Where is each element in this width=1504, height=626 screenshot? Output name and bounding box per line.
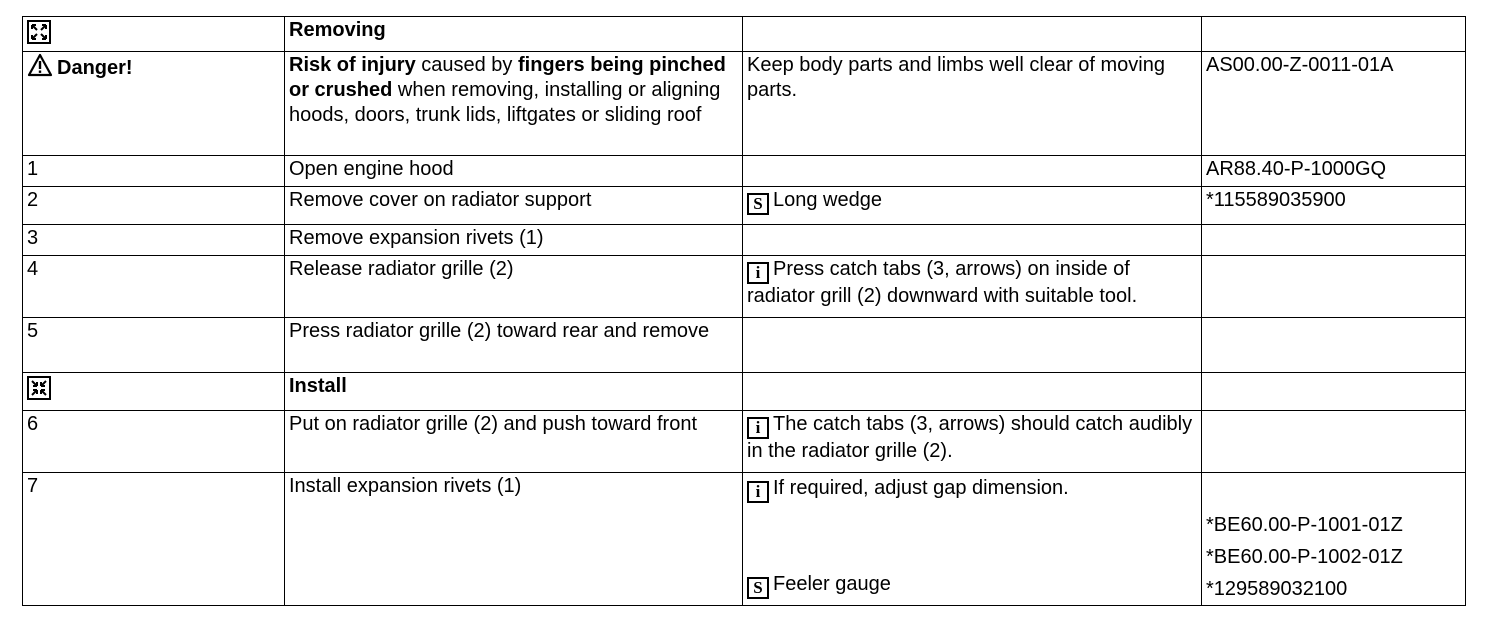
step-number: 6	[23, 411, 285, 473]
procedure-table	[22, 16, 1466, 606]
tool-name: Feeler gauge	[773, 573, 891, 595]
table-row	[23, 373, 1466, 411]
step-note-cell	[743, 411, 1202, 473]
table-row	[23, 473, 1466, 606]
step-action: Release radiator grille (2)	[285, 256, 743, 318]
section-icon-cell	[23, 17, 285, 52]
table-row	[23, 225, 1466, 256]
danger-description: Risk of injury caused by fingers being pinched or crushed when removing, installing or aligning hoods, doors, trunk lids, liftgates or sliding roof	[285, 52, 743, 156]
section-title: Install	[285, 373, 743, 411]
info-note: If required, adjust gap dimension.	[773, 477, 1069, 499]
step-note-cell	[743, 187, 1202, 225]
step-action: Remove expansion rivets (1)	[285, 225, 743, 256]
table-row	[23, 156, 1466, 187]
table-row	[23, 411, 1466, 473]
remove-procedure-icon	[27, 20, 51, 44]
reference-code: *129589032100	[1206, 578, 1348, 600]
step-note-cell	[743, 473, 1202, 606]
reference-code: *BE60.00-P-1002-01Z	[1206, 546, 1403, 568]
reference-code: AR88.40-P-1000GQ	[1202, 156, 1466, 187]
section-title: Removing	[285, 17, 743, 52]
reference-code: AS00.00-Z-0011-01A	[1202, 52, 1466, 156]
reference-code: *115589035900	[1202, 187, 1466, 225]
special-tool-icon: S	[747, 193, 769, 215]
step-action: Put on radiator grille (2) and push toward front	[285, 411, 743, 473]
step-note-cell	[743, 256, 1202, 318]
step-action: Remove cover on radiator support	[285, 187, 743, 225]
step-action: Install expansion rivets (1)	[285, 473, 743, 606]
table-row	[23, 52, 1466, 156]
warning-triangle-icon	[27, 53, 53, 77]
step-number: 5	[23, 318, 285, 373]
step-number: 4	[23, 256, 285, 318]
danger-instruction: Keep body parts and limbs well clear of moving parts.	[743, 52, 1202, 156]
section-icon-cell	[23, 373, 285, 411]
step-action: Open engine hood	[285, 156, 743, 187]
info-icon: i	[747, 417, 769, 439]
reference-codes	[1202, 473, 1466, 606]
info-note: The catch tabs (3, arrows) should catch audibly in the radiator grille (2).	[747, 413, 1193, 462]
install-procedure-icon	[27, 376, 51, 400]
step-number: 2	[23, 187, 285, 225]
info-icon: i	[747, 262, 769, 284]
special-tool-icon: S	[747, 577, 769, 599]
danger-cell	[23, 52, 285, 156]
table-row	[23, 17, 1466, 52]
step-action: Press radiator grille (2) toward rear and remove	[285, 318, 743, 373]
step-number: 1	[23, 156, 285, 187]
table-row	[23, 187, 1466, 225]
danger-label: Danger!	[57, 57, 133, 79]
info-icon: i	[747, 481, 769, 503]
table-row	[23, 318, 1466, 373]
table-row	[23, 256, 1466, 318]
info-note: Press catch tabs (3, arrows) on inside of radiator grill (2) downward with suitable tool.	[747, 258, 1138, 307]
tool-name: Long wedge	[773, 189, 882, 211]
reference-code: *BE60.00-P-1001-01Z	[1206, 514, 1403, 536]
step-number: 3	[23, 225, 285, 256]
step-number: 7	[23, 473, 285, 606]
